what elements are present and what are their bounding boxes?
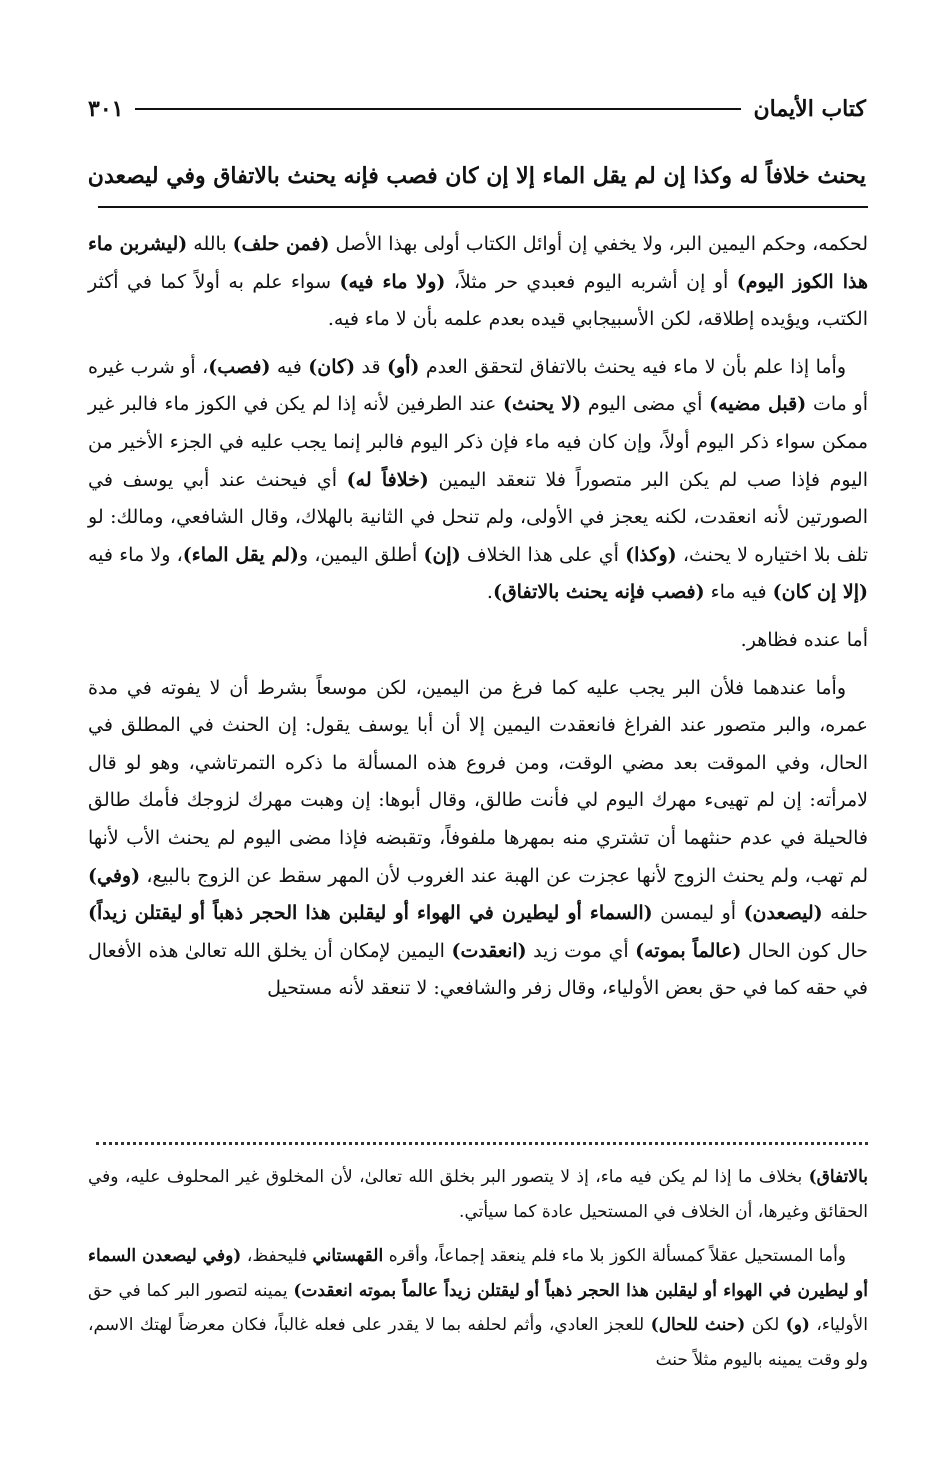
text-run: حال كون الحال bbox=[741, 939, 868, 962]
bold-run: (وفي ليصعدن السماء أو ليطيرن في الهواء أو ليقلبن هذا الحجر ذهباً أو ليقتلن زيداً عالماً بموته انعقدت) bbox=[88, 1246, 868, 1301]
page-number: ٣٠١ bbox=[88, 96, 124, 122]
text-run: للعجز العادي، وأثم لحلفه بما لا يقدر على فعله غالباً، فكان معرضاً لهتك الاسم، ولو وقت يمينه باليوم مثلاً حنث bbox=[88, 1315, 868, 1370]
text-run: وأما المستحيل عقلاً كمسألة الكوز بلا ماء فلم ينعقد إجماعاً، وأقره bbox=[383, 1246, 847, 1267]
text-run: لحكمه، وحكم اليمين البر، ولا يخفي إن أوائل الكتاب أولى بهذا الأصل bbox=[329, 233, 869, 255]
bold-matn-run: (إلا إن كان) bbox=[772, 581, 868, 604]
text-run: وأما عندهما فلأن البر يجب عليه كما فرغ من اليمين، لكن موسعاً بشرط أن لا يفوته في مدة عمره، والبر متصور عند الفراغ فانعقدت اليمين إلا أن أبا يوسف يقول: إن الحنث في المطلق في الحال، وفي الموقت بعد مضي الوقت، ومن فروع هذه المسألة ما ذكره التمرتاشي، وهو لو قال لامرأته: إن لم تهيىء مهرك اليوم لي فأنت طالق، وقال أبوها: إن وهبت مهرك لزوجك فأمك طالق فالحيلة في عدم حنثهما أن تشتري منه بمهرها ملفوفاً، وتقبضه فإذا مضى اليوم لم يحنث الأب لأنها لم تهب، ولم يحنث الزوج لأنها عجزت عن الهبة عند الغروب لأن المهر سقط عن الزوج بالبيع، bbox=[88, 676, 868, 887]
bold-matn-run: (كان) bbox=[308, 355, 356, 378]
text-run: وأما إذا علم بأن لا ماء فيه يحنث بالاتفاق لتحقق العدم bbox=[419, 355, 847, 378]
text-run: ، أو شرب غيره أو مات bbox=[88, 355, 868, 416]
paragraph-4 bbox=[88, 670, 868, 1008]
bold-matn-run: (قبل مضيه) bbox=[709, 393, 807, 416]
bold-run: (و) bbox=[785, 1315, 810, 1336]
bold-matn-run: (وفي) bbox=[88, 864, 141, 887]
text-run: فليحفظ، bbox=[241, 1246, 313, 1267]
text-run: أي موت زيد bbox=[526, 939, 636, 962]
bold-matn-run: (السماء أو ليطيرن في الهواء أو ليقلبن هذا الحجر ذهباً أو ليقتلن زيداً) bbox=[88, 902, 653, 925]
bold-run: بالاتفاق) bbox=[808, 1167, 868, 1187]
text-run: أو إن أشربه اليوم فعبدي حر مثلاً، bbox=[445, 270, 737, 293]
bold-matn-run: (فصب فإنه يحنث بالاتفاق) bbox=[492, 581, 705, 604]
bold-matn-run: (ليشربن ماء هذا الكوز اليوم) bbox=[88, 233, 869, 293]
matn-line: يحنث خلافاً له وكذا إن لم يقل الماء إلا إن كان فصب فإنه يحنث بالاتفاق وفي ليصعدن bbox=[88, 163, 866, 189]
text-run: أي على هذا الخلاف bbox=[460, 543, 626, 566]
text-run: عند الطرفين لأنه إذا لم يكن في الكوز ماء فالبر غير ممكن سواء ذكر اليوم أولاً، وإن كان فيه ماء فإن ذكر اليوم فالبر إنما يجب عليه في الجزء الأخير من اليوم فإذا صب لم يكن البر متصوراً فلا تنعقد اليمين bbox=[88, 393, 868, 491]
bold-run: (حنث للحال) bbox=[650, 1315, 746, 1336]
text-run: ، ولا ماء فيه bbox=[88, 543, 183, 566]
bold-matn-run: (خلافاً له) bbox=[346, 468, 429, 491]
bold-matn-run: (انعقدت) bbox=[451, 939, 527, 962]
footnote-paragraph-2 bbox=[88, 1239, 868, 1377]
commentary-body bbox=[88, 226, 868, 1018]
bold-matn-run: (لا يحنث) bbox=[503, 393, 582, 416]
footnote-paragraph-1 bbox=[88, 1160, 868, 1229]
bold-matn-run: (فمن حلف) bbox=[232, 233, 330, 255]
text-run: بالله bbox=[187, 233, 233, 255]
text-run: أو ليمسن bbox=[652, 902, 744, 925]
bold-matn-run: (ولا ماء فيه) bbox=[339, 270, 446, 293]
bold-matn-run: (أو) bbox=[386, 355, 420, 378]
text-run: . bbox=[486, 581, 493, 604]
text-run: أطلق اليمين، و bbox=[298, 543, 424, 566]
bold-matn-run: (عالماً بموته) bbox=[635, 939, 742, 962]
paragraph-2 bbox=[88, 349, 868, 612]
header-title: كتاب الأيمان bbox=[753, 96, 866, 122]
bold-run: القهستاني bbox=[312, 1246, 384, 1267]
bold-matn-run: (لم يقل الماء) bbox=[182, 543, 299, 566]
text-run: سواء علم به أولاً كما في أكثر الكتب، ويؤيده إطلاقه، لكن الأسبيجابي قيده بعدم علمه بأن لا ماء فيه. bbox=[88, 270, 868, 331]
running-header bbox=[88, 92, 866, 126]
paragraph-3: أما عنده فظاهر. bbox=[740, 628, 868, 651]
bold-matn-run: (وكذا) bbox=[625, 543, 677, 566]
bold-matn-run: (ليصعدن) bbox=[743, 902, 823, 925]
text-run: فيه ماء bbox=[704, 581, 773, 604]
text-run: اليمين لإمكان أن يخلق الله تعالىٰ هذه الأفعال في حقه كما في حق بعض الأولياء، وقال زفر والشافعي: لا تنعقد لأنه مستحيل bbox=[88, 939, 868, 1000]
footnote-separator bbox=[96, 1142, 868, 1145]
header-rule bbox=[135, 108, 741, 110]
text-run: بخلاف ما إذا لم يكن فيه ماء، إذ لا يتصور البر بخلق الله تعالىٰ، لأن المخلوق غير المحلوف عليه، وفي الحقائق وغيرها، أن الخلاف في المستحيل عادة كما سيأتي. bbox=[88, 1167, 868, 1222]
text-run: أي فيحنث عند أبي يوسف في الصورتين لأنه انعقدت، لكنه يعجز في الأولى، ولم تنحل في الثانية بالهلاك، وقال الشافعي، ومالك: لو تلف بلا اختياره لا يحنث، bbox=[88, 468, 869, 566]
text-run: حلفه bbox=[822, 902, 868, 925]
text-run: لكن bbox=[745, 1315, 786, 1336]
text-run: أي مضى اليوم bbox=[581, 393, 710, 416]
text-run: يمينه لتصور البر كما في حق الأولياء، bbox=[88, 1280, 868, 1336]
bold-matn-run: (إن) bbox=[423, 543, 461, 566]
text-run: فيه bbox=[270, 355, 309, 378]
footnote-section bbox=[88, 1160, 868, 1388]
matn-divider bbox=[98, 206, 868, 208]
bold-matn-run: (فصب) bbox=[208, 355, 271, 378]
paragraph-1 bbox=[88, 226, 868, 339]
text-run: قد bbox=[355, 355, 387, 378]
